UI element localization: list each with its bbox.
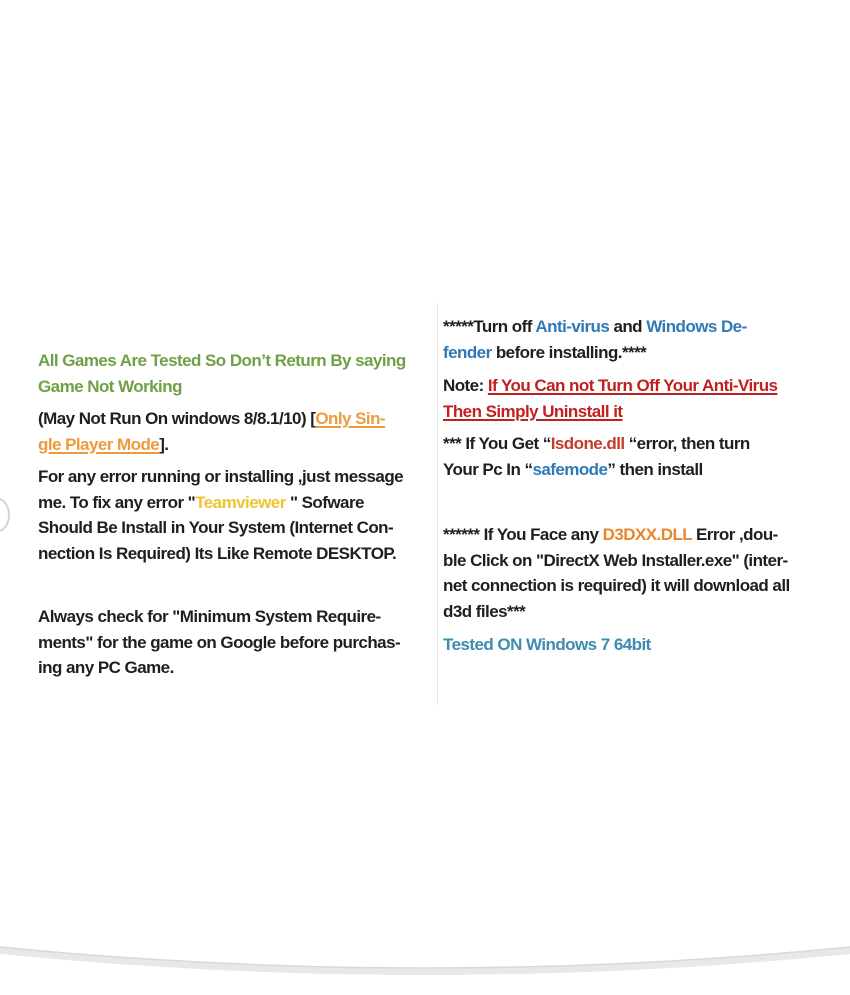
page-curl-decoration [0,933,850,995]
text-line [443,431,833,457]
tested-games-heading [38,348,436,399]
left-text-column [38,348,436,681]
text-segment: nection Is Required) Its Like Remote DESKTOP. [38,543,397,563]
text-line [38,541,436,567]
text-line [38,515,436,541]
text-segment: For any error running or installing ,just message [38,467,404,486]
text-line [443,573,833,599]
text-line [38,348,436,374]
isdone-dll-highlight: Isdone.dll [550,434,625,453]
text-segment: me. To fix any error " [38,492,196,512]
text-segment: ****** If You Face any [443,525,603,544]
teamviewer-highlight: Teamviewer [195,492,290,512]
text-line [443,340,833,366]
tested-on-note [443,632,833,658]
text-segment: ” then install [607,459,703,479]
text-segment: " Sofware [289,492,364,512]
text-line [443,522,833,548]
uninstall-antivirus-link[interactable]: If You Can not Turn Off Your Anti-Virus [487,376,778,395]
windows-defender-highlight: Windows De- [646,317,747,336]
text-segment: All Games Are Tested So Don’t Return By saying [38,351,406,370]
text-line [38,630,436,656]
uninstall-antivirus-note [443,373,833,424]
text-line [443,399,833,425]
text-line [38,374,436,400]
text-segment: Game Not Working [38,376,182,396]
text-line [443,632,833,658]
text-segment: ]. [159,434,169,454]
column-divider [437,303,438,705]
text-line [443,548,833,574]
text-segment: Should Be Install in Your System (Internet Con- [38,518,394,537]
chevron-left-arc [0,498,10,532]
text-segment: ing any PC Game. [38,658,174,677]
single-player-mode-link[interactable]: gle Player Mode [38,434,160,454]
tested-on-windows-label: Tested ON Windows 7 64bit [443,635,651,654]
single-player-mode-link[interactable]: Only Sin- [315,409,386,428]
text-line [443,599,833,625]
text-segment: (May Not Run On windows 8/8.1/10) [ [38,409,316,428]
teamviewer-support-note [38,464,436,566]
text-segment: Error ,dou- [691,525,778,544]
d3dxx-dll-highlight: D3DXX.DLL [602,525,692,544]
antivirus-warning [443,314,833,365]
text-segment: d3d files*** [443,601,526,621]
text-line [443,314,833,340]
windows-defender-highlight: fender [443,342,492,362]
text-segment: Always check for "Minimum System Require- [38,607,381,626]
text-segment: *****Turn off [443,317,536,336]
text-segment: and [609,317,647,336]
text-line [443,373,833,399]
isdone-error-note [443,431,833,482]
text-line [38,655,436,681]
safemode-highlight: safemode [532,459,608,479]
text-line [38,432,436,458]
text-segment: Your Pc In “ [443,459,533,479]
text-line [443,457,833,483]
right-text-column [443,314,833,658]
uninstall-antivirus-link[interactable]: Then Simply Uninstall it [443,401,623,421]
antivirus-highlight: Anti-virus [535,317,610,336]
text-segment: ments" for the game on Google before purchas- [38,632,401,652]
text-segment: before installing.**** [491,342,647,362]
windows-compat-note [38,406,436,457]
carousel-prev-icon[interactable] [0,496,13,538]
text-segment: ble Click on "DirectX Web Installer.exe" (inter- [443,550,788,570]
d3dxx-error-note [443,522,833,624]
text-segment: Note: [443,376,488,395]
text-line [38,464,436,490]
text-line [38,604,436,630]
system-requirements-note [38,604,436,681]
text-segment: “error, then turn [624,434,750,453]
text-line [38,490,436,516]
text-line [38,406,436,432]
text-segment: *** If You Get “ [443,434,551,453]
text-segment: net connection is required) it will download all [443,576,790,595]
